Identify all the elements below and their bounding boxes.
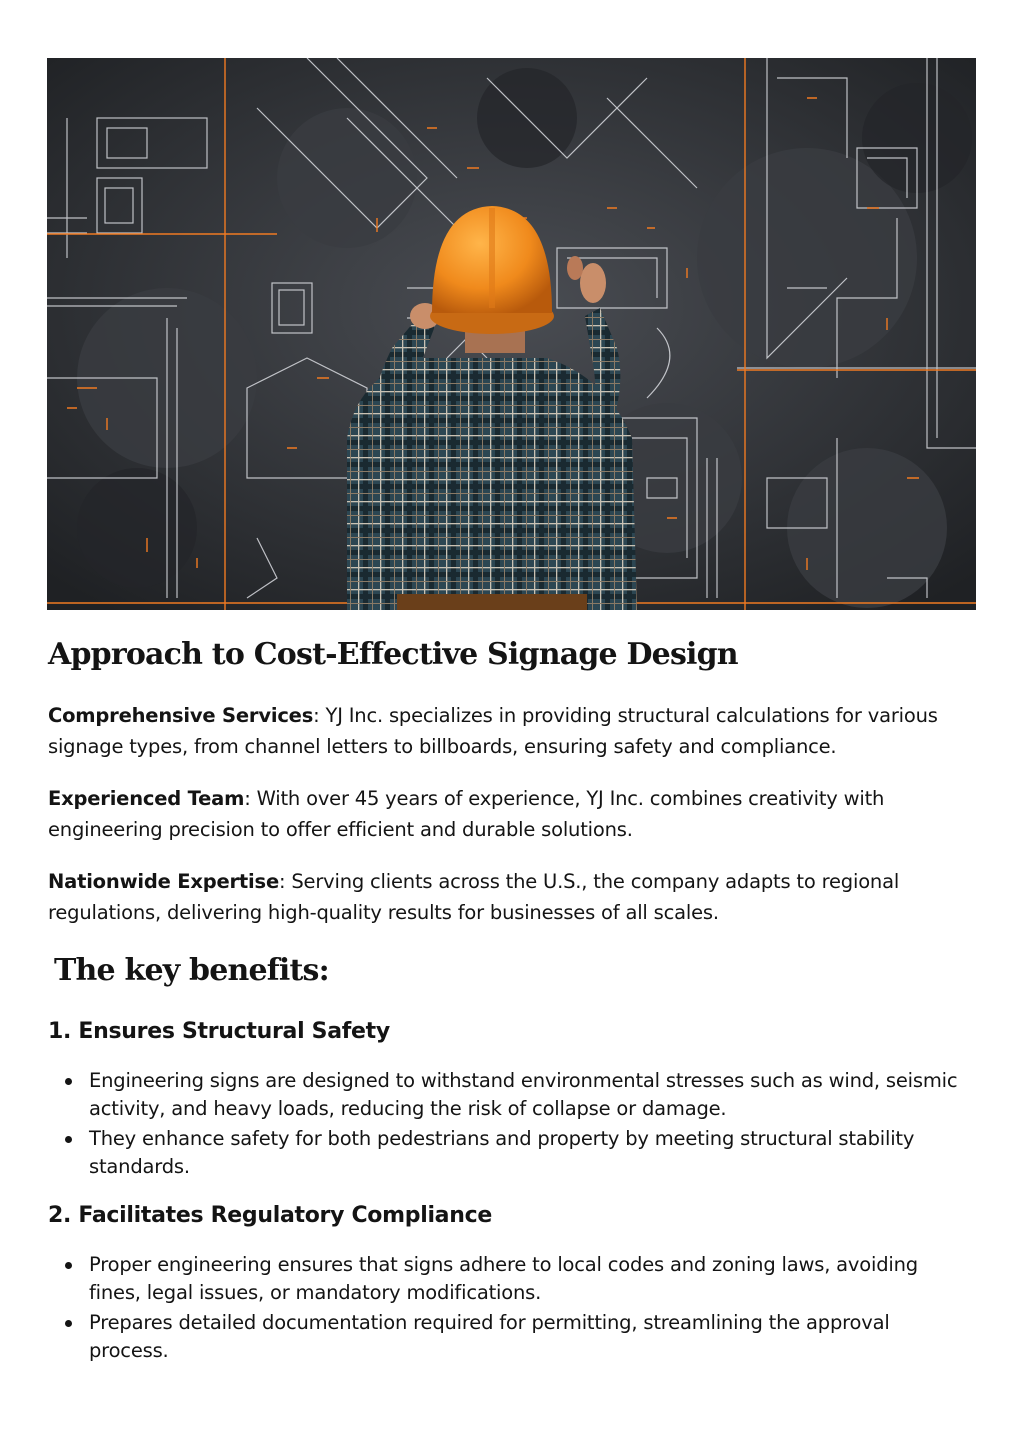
benefits-heading: The key benefits:	[54, 953, 329, 988]
paragraph-text: : YJ Inc. specializes in providing structural calculations for various signage types, from channel letters to billboards, ensuring safety and compliance.	[48, 704, 938, 758]
paragraph-label: Experienced Team	[48, 787, 245, 810]
benefit-list-structural-safety	[48, 1067, 963, 1181]
paragraph-label: Nationwide Expertise	[48, 870, 279, 893]
page-title: Approach to Cost-Effective Signage Design	[48, 637, 738, 672]
benefit-list-regulatory-compliance	[48, 1251, 963, 1365]
list-item: Proper engineering ensures that signs adhere to local codes and zoning laws, avoiding fines, legal issues, or mandatory modifications.	[89, 1251, 963, 1307]
hero-image	[47, 58, 976, 610]
list-item: Prepares detailed documentation required for permitting, streamlining the approval process.	[89, 1309, 963, 1365]
paragraph-experienced-team	[48, 783, 963, 845]
benefit-heading-structural-safety: 1. Ensures Structural Safety	[48, 1019, 390, 1044]
list-item: They enhance safety for both pedestrians and property by meeting structural stability standards.	[89, 1125, 963, 1181]
paragraph-text: : With over 45 years of experience, YJ Inc. combines creativity with engineering precision to offer efficient and durable solutions.	[48, 787, 885, 841]
article-content	[48, 633, 963, 1385]
paragraph-nationwide-expertise	[48, 866, 963, 928]
benefit-heading-regulatory-compliance: 2. Facilitates Regulatory Compliance	[48, 1203, 492, 1228]
paragraph-comprehensive-services	[48, 700, 963, 762]
blueprint-illustration	[47, 58, 976, 610]
paragraph-text: : Serving clients across the U.S., the company adapts to regional regulations, delivering high-quality results for businesses of all scales.	[48, 870, 900, 924]
list-item: Engineering signs are designed to withstand environmental stresses such as wind, seismic activity, and heavy loads, reducing the risk of collapse or damage.	[89, 1067, 963, 1123]
paragraph-label: Comprehensive Services	[48, 704, 314, 727]
